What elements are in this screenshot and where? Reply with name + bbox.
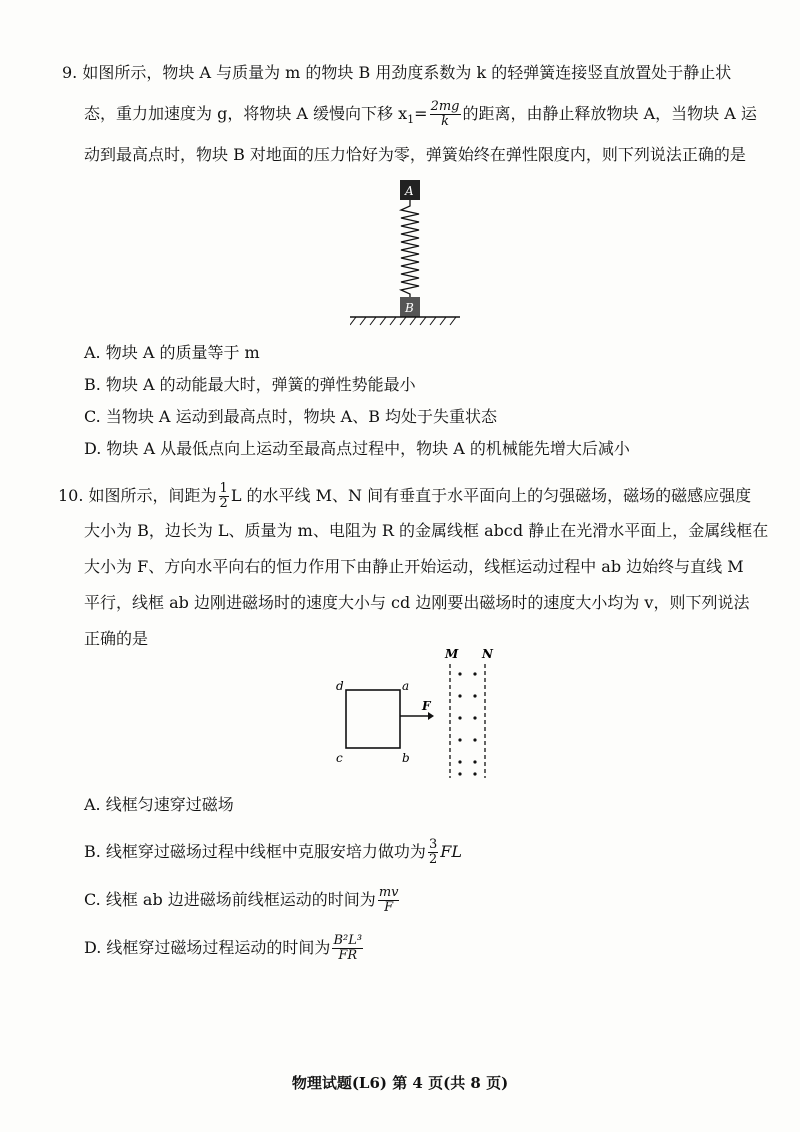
page-footer: 物理试题(L6) 第 4 页(共 8 页) <box>291 1074 509 1092</box>
q9-option-c: C. 当物块 A 运动到最高点时，物块 A、B 均处于失重状态 <box>84 407 498 426</box>
label-c: c <box>336 751 343 765</box>
q10-line-3: 大小为 F、方向水平向右的恒力作用下由静止开始运动，线框运动过程中 ab 边始终与直线 M <box>84 557 744 576</box>
label-M: M <box>445 647 459 661</box>
q10-option-a: A. 线框匀速穿过磁场 <box>84 795 234 814</box>
spring-figure <box>350 172 460 332</box>
q10-line-2: 大小为 B，边长为 L、质量为 m、电阻为 R 的金属线框 abcd 静止在光滑水平面上，金属线框在 <box>84 521 769 540</box>
q9-option-d: D. 物块 A 从最低点向上运动至最高点过程中，物块 A 的机械能先增大后减小 <box>84 439 630 458</box>
q10-option-b <box>84 838 462 867</box>
q10-line-5: 正确的是 <box>84 629 149 648</box>
q10-option-d-den: FR <box>338 948 358 963</box>
q10-option-d-text: D. 线框穿过磁场过程运动的时间为 <box>84 938 331 957</box>
q9-line-3: 动到最高点时，物块 B 对地面的压力恰好为零，弹簧始终在弹性限度内，则下列说法正确的是 <box>84 145 746 164</box>
q10-line-1-post: L 的水平线 M、N 间有垂直于水平面向上的匀强磁场，磁场的磁感应强度 <box>230 486 752 505</box>
q10-line-1-pre: 10. 如图所示，间距为 <box>58 486 217 505</box>
q10-half-den: 2 <box>219 496 228 511</box>
q9-fraction-den: k <box>441 114 449 129</box>
q10-option-b-fraction <box>428 838 438 867</box>
q10-option-c <box>84 886 401 915</box>
q10-option-b-post: FL <box>440 842 462 861</box>
q9-line-2-post: 的距离，由静止释放物块 A，当物块 A 运 <box>462 104 757 123</box>
q9-line-1: 9. 如图所示，物块 A 与质量为 m 的物块 B 用劲度系数为 k 的轻弹簧连接竖直放置处于静止状 <box>62 63 732 82</box>
q10-option-b-den: 2 <box>428 852 438 867</box>
q10-option-d <box>84 934 365 963</box>
q10-option-c-text: C. 线框 ab 边进磁场前线框运动的时间为 <box>84 890 376 909</box>
q10-line-4: 平行，线框 ab 边刚进磁场时的速度大小与 cd 边刚要出磁场时的速度大小均为 v，则下列说法 <box>84 593 750 612</box>
metal-frame <box>346 690 400 748</box>
q10-option-b-text: B. 线框穿过磁场过程中线框中克服安培力做功为 <box>84 842 426 861</box>
q10-option-c-den: F <box>384 900 394 915</box>
q9-line-2-pre: 态，重力加速度为 g，将物块 A 缓慢向下移 x <box>84 104 408 123</box>
q10-option-c-num: mv <box>378 885 399 900</box>
block-b-label: B <box>405 301 414 315</box>
block-a-label: A <box>405 184 414 198</box>
q9-option-a: A. 物块 A 的质量等于 m <box>84 343 260 362</box>
q10-option-b-num: 3 <box>428 837 438 852</box>
q9-fraction <box>430 100 461 129</box>
q10-option-d-num: B²L³ <box>333 933 363 948</box>
q10-half-num: 1 <box>219 481 228 496</box>
label-a: a <box>402 679 410 693</box>
q9-line-2-sub: 1 <box>407 113 415 127</box>
label-b: b <box>402 751 410 765</box>
q10-half-fraction <box>219 482 229 511</box>
q9-line-2 <box>84 100 757 131</box>
q9-option-b: B. 物块 A 的动能最大时，弹簧的弹性势能最小 <box>84 375 416 394</box>
q10-line-1 <box>58 482 751 511</box>
q9-fraction-num: 2mg <box>430 99 460 114</box>
label-N: N <box>482 647 493 661</box>
label-d: d <box>336 679 344 693</box>
frame-field-figure <box>332 646 502 786</box>
q10-option-d-fraction <box>332 934 363 963</box>
q10-option-c-fraction <box>378 886 400 915</box>
label-F: F <box>422 699 431 713</box>
field-dots <box>458 672 476 775</box>
spring <box>401 200 419 297</box>
ground-hatch <box>350 317 456 325</box>
q9-line-2-eq: = <box>414 104 428 123</box>
force-arrow-head <box>428 712 434 720</box>
